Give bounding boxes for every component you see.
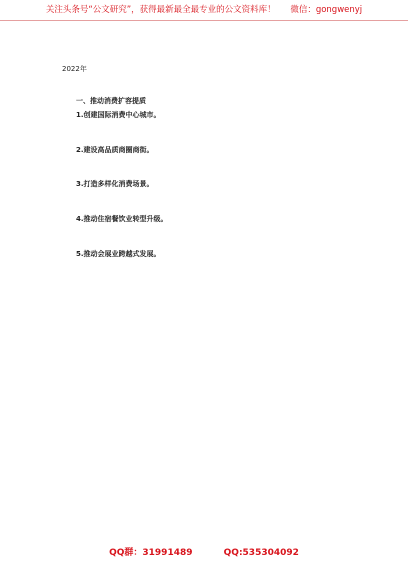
item-5-title: 5.推动会展业跨越式发展。 <box>76 249 161 258</box>
intro-paragraph <box>62 64 350 75</box>
document-body <box>62 64 350 534</box>
header-banner <box>0 0 408 21</box>
item-1-title: 1.创建国际消费中心城市。 <box>76 110 161 119</box>
item-4-title: 4.推动住宿餐饮业转型升级。 <box>76 215 168 224</box>
header-wechat: 微信：gongwenyj <box>290 5 363 15</box>
footer-banner <box>0 544 408 562</box>
item-4 <box>62 214 350 246</box>
item-3 <box>62 179 350 211</box>
footer-qq-group: QQ群：31991489 <box>109 548 193 558</box>
item-1 <box>62 110 350 142</box>
section-heading: 一、推动消费扩容提质 <box>76 97 146 106</box>
header-promo-text: 关注头条号“公文研究”，获得最新最全最专业的公文资料库！ <box>45 5 276 15</box>
item-2-title: 2.建设高品质商圈商街。 <box>76 145 154 154</box>
item-2 <box>62 145 350 177</box>
intro-year: 2022年 <box>62 65 87 73</box>
item-3-title: 3.打造多样化消费场景。 <box>76 180 154 189</box>
targets-paragraph <box>62 80 350 91</box>
item-5 <box>62 249 350 281</box>
footer-qq: QQ:535304092 <box>223 548 299 558</box>
